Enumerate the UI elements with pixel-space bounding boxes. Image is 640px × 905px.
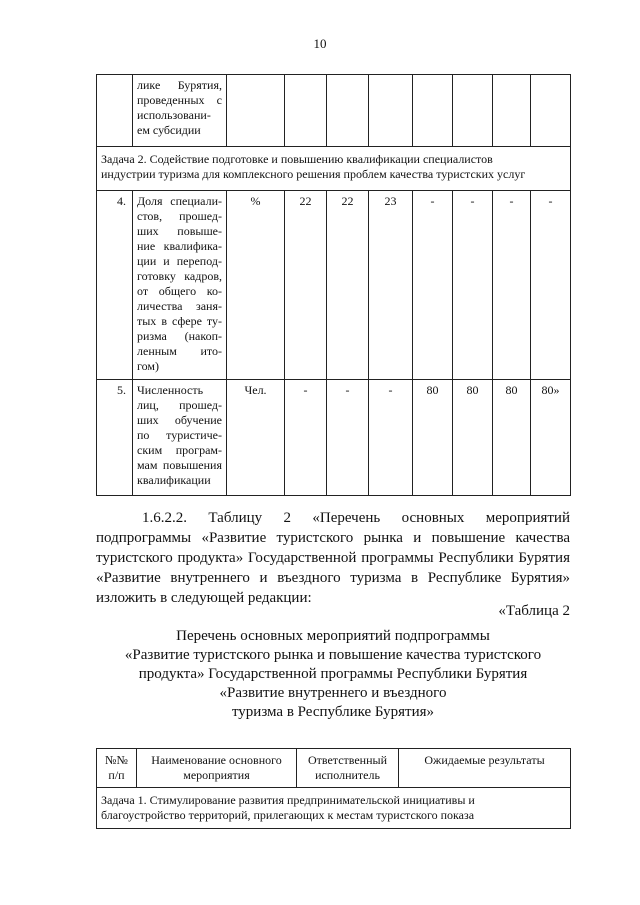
unit-cell: % [227, 191, 285, 380]
indicator-name-line: ние квалифика- [137, 239, 222, 253]
value-cell: 22 [327, 191, 369, 380]
indicator-name-line: личества заня- [137, 299, 222, 313]
indicator-name-line: Доля специали- [137, 194, 222, 208]
value-cell: - [285, 380, 327, 496]
title-line: продукта» Государственной программы Республики Бурятия [138, 666, 528, 682]
indicator-name-line: использовани- [137, 108, 211, 122]
indicator-name-line: лиц, прошед- [137, 398, 222, 412]
indicator-name-cell [133, 191, 227, 380]
value-cell: - [531, 191, 571, 380]
indicators-table [96, 74, 571, 496]
header-line: Наименование основного [151, 753, 282, 767]
indicator-name-line: ции и перепод- [137, 254, 222, 268]
task-line: благоустройство территорий, прилегающих к местам туристского показа [101, 808, 475, 822]
value-cell: 80 [453, 380, 493, 496]
table-label: «Таблица 2 [498, 603, 570, 619]
table-row [97, 75, 571, 147]
header-cell-executor [297, 749, 399, 788]
indicator-name-line: готовку кадров, [137, 269, 222, 283]
indicator-name-line: ским програм- [137, 443, 222, 457]
indicator-name-line: от общего ко- [137, 284, 222, 298]
indicator-name-line: проведенных с [137, 93, 222, 107]
header-line: мероприятия [183, 768, 250, 782]
row-number: 4. [97, 191, 133, 380]
value-cell: - [327, 380, 369, 496]
table-title [96, 627, 570, 722]
task-row [97, 788, 571, 829]
value-cell: 80 [413, 380, 453, 496]
value-cell: 80 [493, 380, 531, 496]
value-cell: 22 [285, 191, 327, 380]
task-line: индустрии туризма для комплексного решения проблем качества туристских услуг [101, 167, 526, 181]
value-cell: 23 [369, 191, 413, 380]
indicator-name-line: ем субсидии [137, 123, 201, 137]
value-cell: - [453, 191, 493, 380]
indicator-name-line: тых в сфере ту- [137, 314, 222, 328]
header-line: Ответственный [307, 753, 388, 767]
unit-cell: Чел. [227, 380, 285, 496]
header-row [97, 749, 571, 788]
table-row [97, 380, 571, 496]
body-paragraph: 1.6.2.2. Таблицу 2 «Перечень основных мероприятий подпрограммы «Развитие туристского рынка и повышение качества туристского продукта» Государственной программы Республики Бурятия «Развитие внутреннего и въездного туризма в Республике Бурятия» изложить в следующей редакции: [96, 510, 570, 606]
indicator-name-line: стов, прошед- [137, 209, 222, 223]
value-cell: 80» [531, 380, 571, 496]
indicator-name-line: лике Бурятия, [137, 78, 222, 92]
title-line: «Развитие внутреннего и въездного [219, 685, 447, 701]
value-cell: - [369, 380, 413, 496]
header-line: №№ [105, 753, 128, 767]
row-number: 5. [97, 380, 133, 496]
indicator-name-cell [133, 75, 227, 147]
title-line: Перечень основных мероприятий подпрограммы [176, 628, 490, 644]
value-cell: - [493, 191, 531, 380]
header-cell-number [97, 749, 137, 788]
header-line: Ожидаемые результаты [424, 753, 545, 767]
header-line: исполнитель [315, 768, 380, 782]
task-2-cell [97, 147, 571, 191]
indicator-name-line: гом) [137, 359, 159, 373]
header-cell-activity [137, 749, 297, 788]
indicator-name-line: ших обучение [137, 413, 222, 427]
indicator-name-line: ризма (накоп- [137, 329, 222, 343]
header-line: п/п [108, 768, 125, 782]
indicator-name-line: ленным ито- [137, 344, 222, 358]
task-line: Задача 1. Стимулирование развития предпринимательской инициативы и [101, 793, 475, 807]
title-line: «Развитие туристского рынка и повышение качества туристского [124, 647, 542, 663]
task-line: Задача 2. Содействие подготовке и повышению квалификации специалистов [101, 152, 493, 166]
indicator-name-line: Численность [137, 383, 204, 397]
indicator-name-line: квалификации [137, 473, 211, 487]
header-cell-results [399, 749, 571, 788]
task-1-cell [97, 788, 571, 829]
title-line: туризма в Республике Бурятия» [231, 704, 435, 720]
activities-table [96, 748, 571, 829]
indicator-name-line: мам повышения [137, 458, 222, 472]
indicator-name-line: по туристиче- [137, 428, 222, 442]
task-row [97, 147, 571, 191]
page-number: 10 [313, 36, 327, 51]
indicator-name-line: ших повыше- [137, 224, 222, 238]
table-row [97, 191, 571, 380]
indicator-name-cell [133, 380, 227, 496]
value-cell: - [413, 191, 453, 380]
